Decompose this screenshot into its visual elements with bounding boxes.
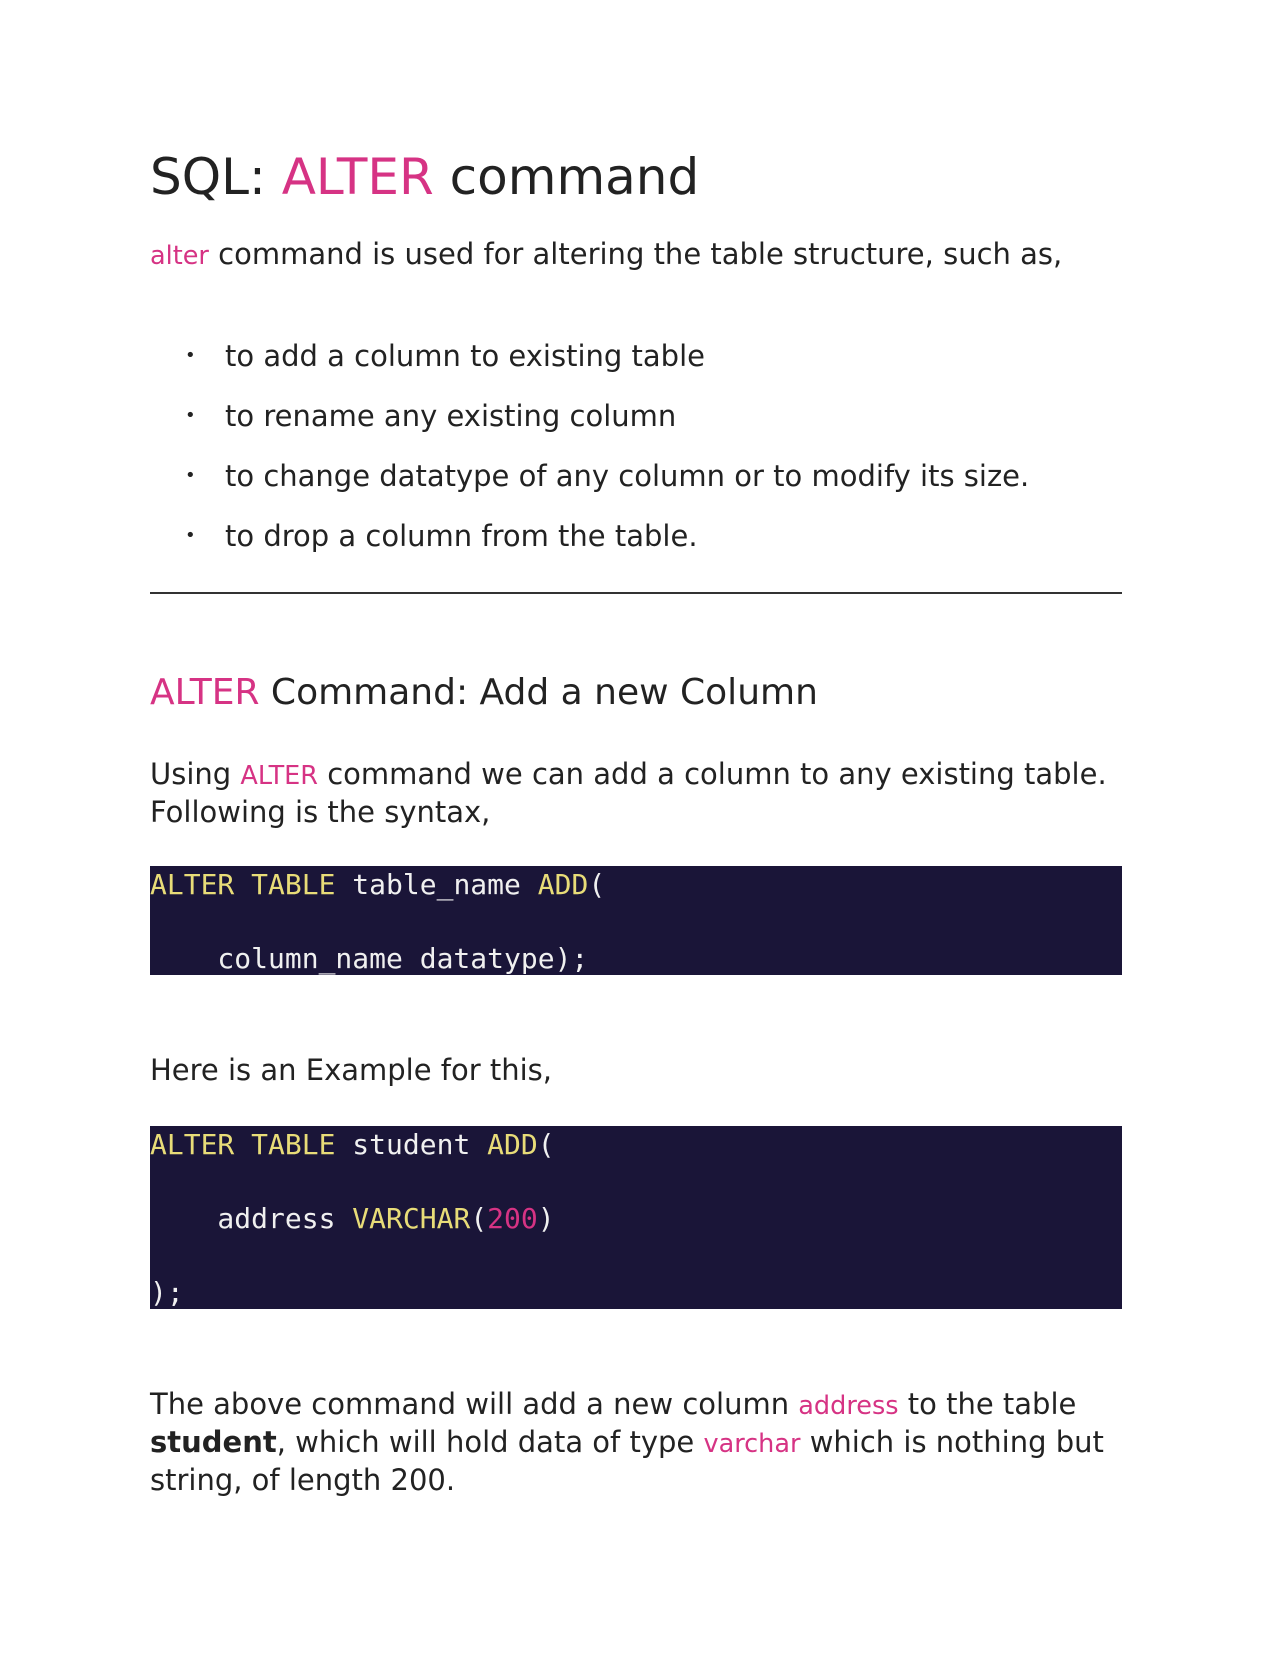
inline-code: ALTER [240,761,318,791]
intro-paragraph [150,236,1122,274]
text: The above command will add a new column [150,1387,799,1421]
text: Using [150,757,241,791]
divider [150,592,1122,594]
title-prefix: SQL: [150,148,282,206]
text: which is nothing but string, of length 200. [150,1425,1104,1497]
code-text: ( [470,1202,488,1235]
syntax-intro [150,756,1122,830]
list-item: • to rename any existing column [225,398,1029,434]
list-item: • to change datatype of any column or to modify its size. [225,458,1029,494]
code-keyword: VARCHAR [352,1202,471,1235]
code-keyword: ALTER TABLE [150,1128,336,1161]
code-text: ( [537,1128,555,1161]
inline-code: varchar [703,1429,801,1459]
example-code-block [150,1126,1122,1309]
text: to the table [898,1387,1077,1421]
code-text: ); [150,1276,184,1309]
example-intro: Here is an Example for this, [150,1053,553,1087]
title-keyword: ALTER [281,148,434,206]
list-item: • to add a column to existing table [225,338,1029,374]
code-text: student [335,1128,488,1161]
code-text: column_name datatype); [150,942,589,975]
title-suffix: command [433,148,700,206]
code-keyword: ADD [537,868,589,901]
text: , which will hold data of type [276,1425,704,1459]
code-keyword: ALTER TABLE [150,868,336,901]
list-item: • to drop a column from the table. [225,518,1029,554]
inline-code: alter [150,241,209,271]
heading-keyword: ALTER [150,672,260,713]
code-text: ( [588,868,606,901]
code-text: ) [537,1202,555,1235]
bold-text: student [150,1425,277,1459]
explanation-paragraph [150,1386,1122,1498]
text: command we can add a column to any existing table. Following is the syntax, [150,757,1107,829]
section-heading [150,672,818,713]
inline-code: address [798,1391,899,1421]
code-text: address [150,1202,353,1235]
heading-text: Command: Add a new Column [259,672,818,713]
intro-text: command is used for altering the table structure, such as, [208,237,1063,271]
page-title [150,148,699,206]
code-text: table_name [335,868,538,901]
syntax-code-block [150,866,1122,975]
code-keyword: ADD [487,1128,538,1161]
bullet-list [150,338,1029,578]
code-number: 200 [487,1202,538,1235]
